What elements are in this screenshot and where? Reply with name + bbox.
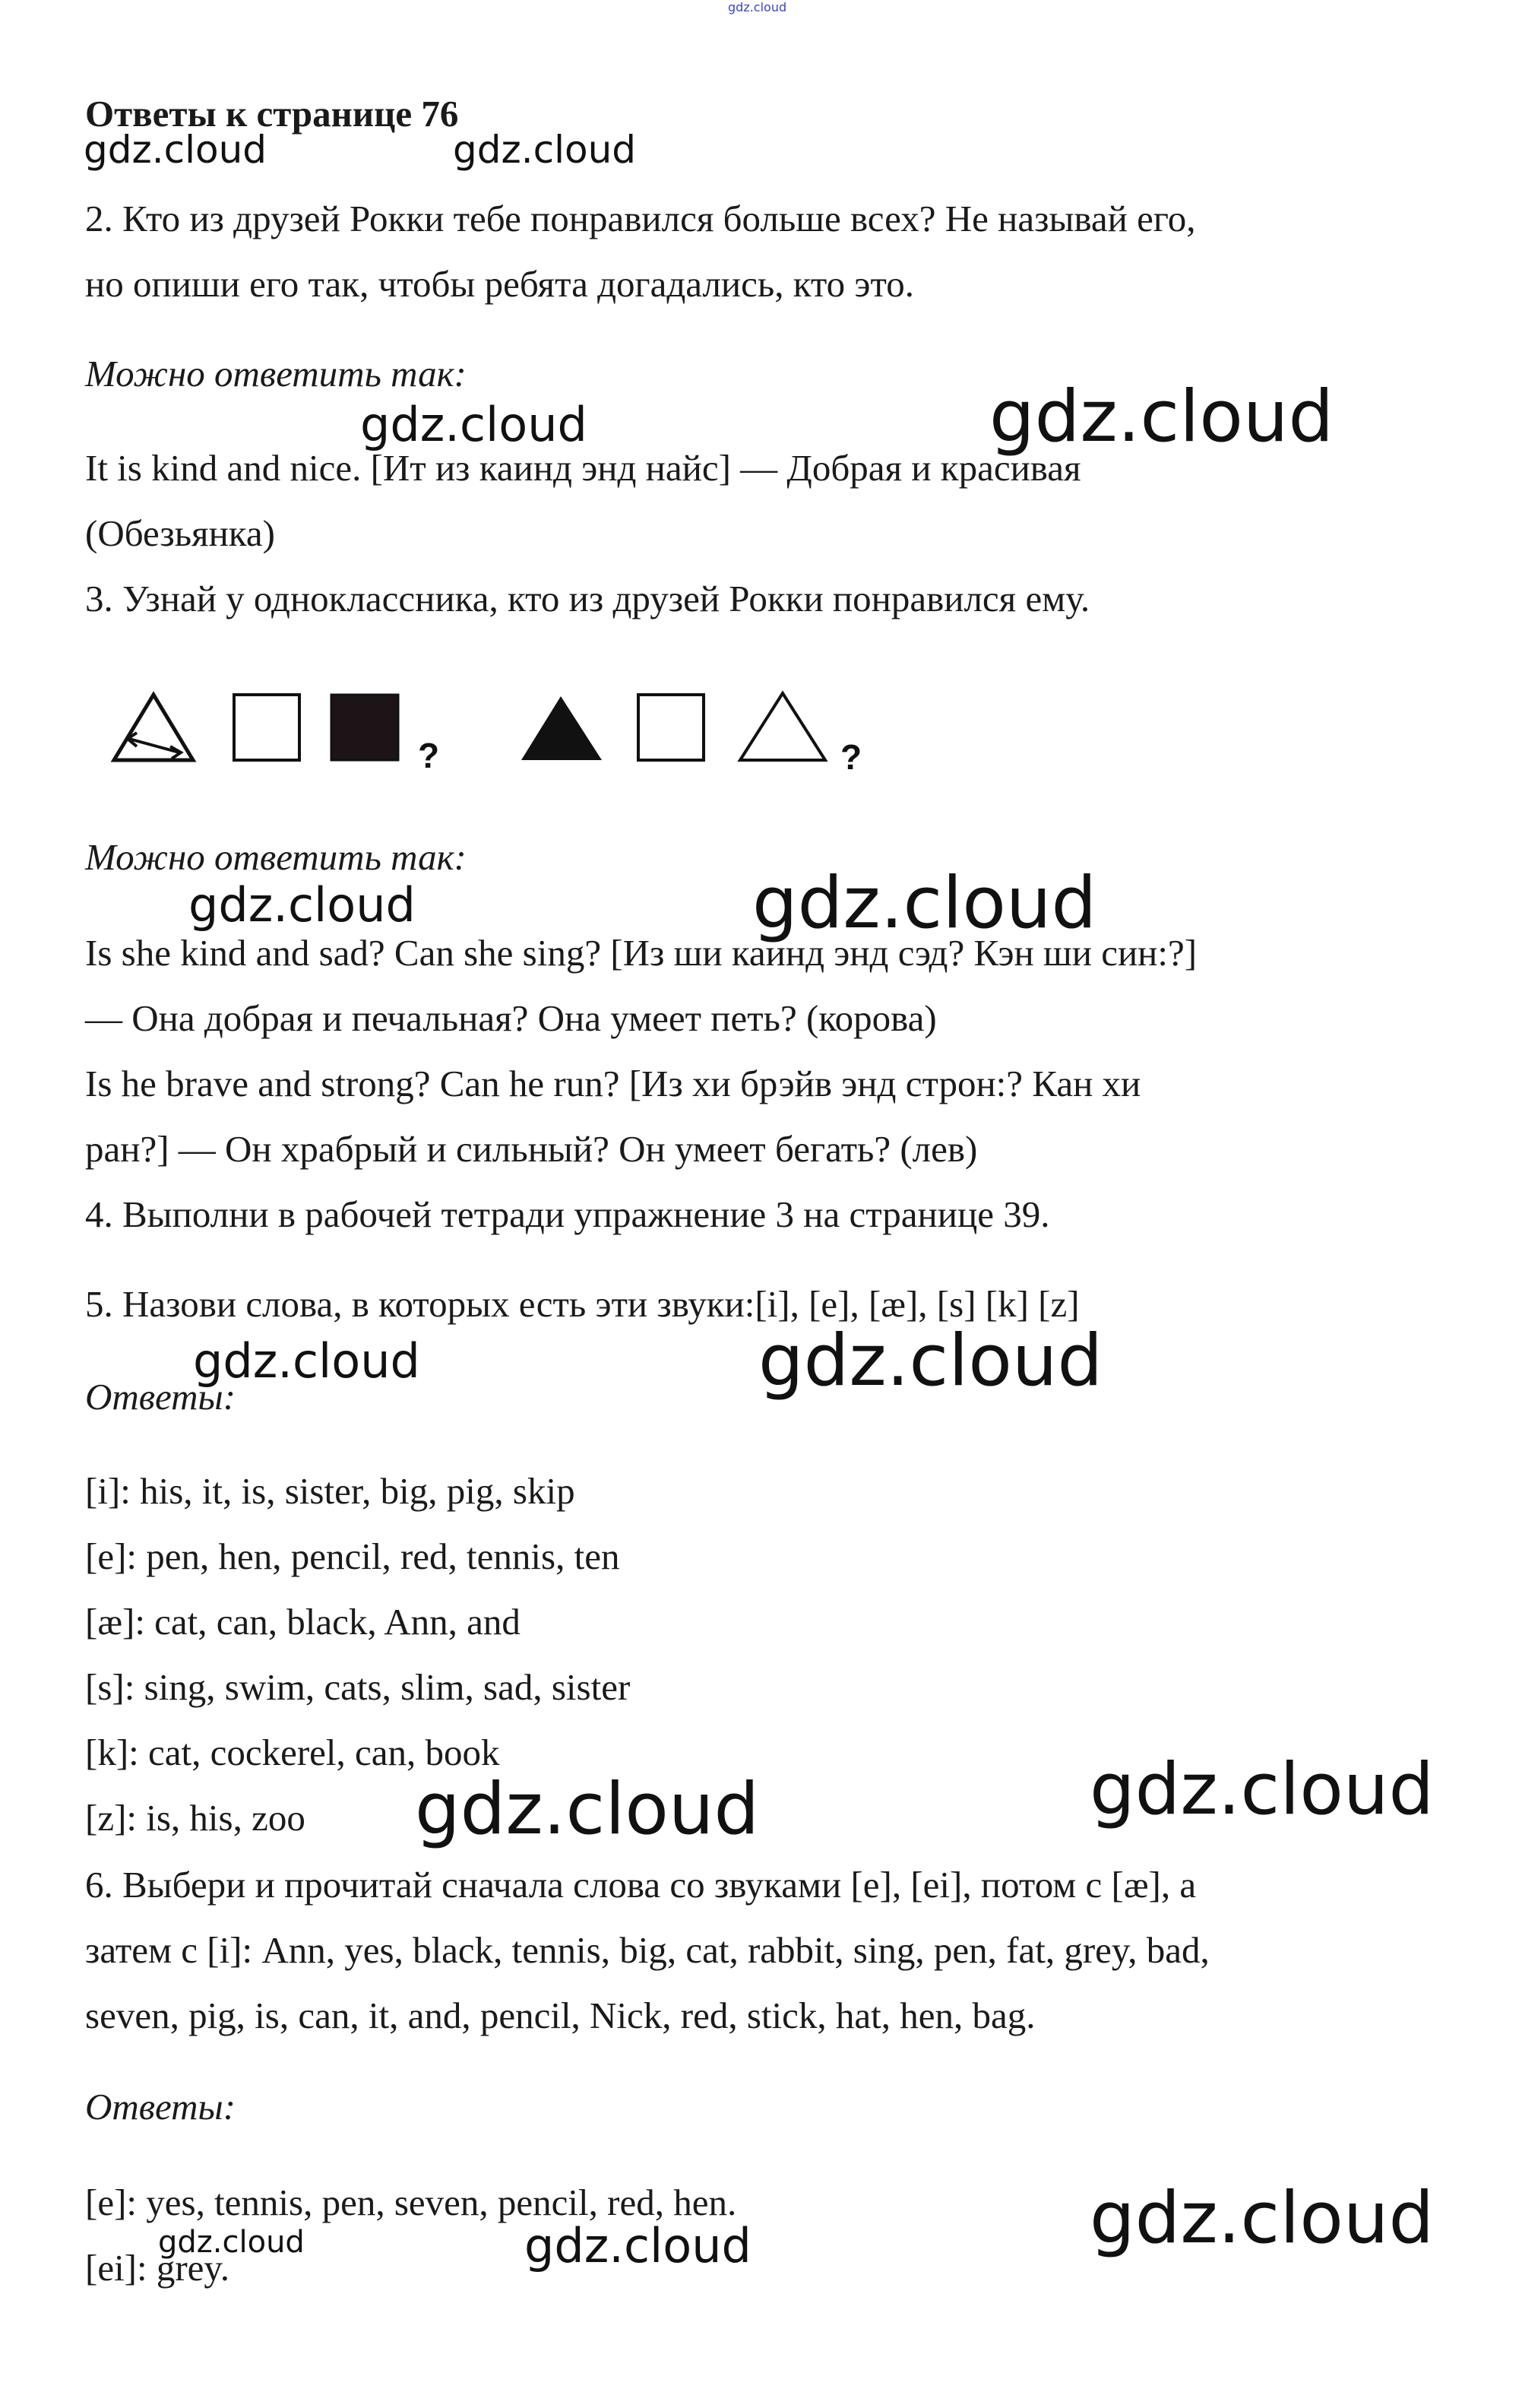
answer-6-ei: [ei]: grey.	[85, 2247, 229, 2289]
square-outline	[638, 695, 704, 760]
watermark: gdz.cloud	[1090, 1748, 1435, 1831]
question-4-line-1: 4. Выполни в рабочей тетради упражнение 3 на странице 39.	[85, 1193, 1050, 1235]
question-6-line-1: 6. Выбери и прочитай сначала слова со звуками [e], [ei], потом с [æ], а	[85, 1864, 1197, 1906]
shapes-figure	[106, 684, 889, 775]
question-mark: ?	[418, 736, 440, 775]
answer-5-s: [s]: sing, swim, cats, slim, sad, sister	[85, 1666, 631, 1708]
square-filled	[331, 695, 398, 760]
answer-5-z: [z]: is, his, zoo	[85, 1797, 305, 1839]
answer-5-e: [e]: pen, hen, pencil, red, tennis, ten	[85, 1535, 620, 1577]
watermark: gdz.cloud	[415, 1768, 760, 1851]
answer-3-line-3: Is he brave and strong? Can he run? [Из хи брэйв энд строн:? Кан хи	[85, 1063, 1141, 1104]
answer-3-line-4: ран?] — Он храбрый и сильный? Он умеет бегать? (лев)	[85, 1128, 978, 1170]
top-watermark: gdz.cloud	[728, 0, 787, 14]
watermark: gdz.cloud	[193, 1333, 420, 1389]
question-6-line-3: seven, pig, is, can, it, and, pencil, Nick, red, stick, hat, hen, bag.	[85, 1995, 1036, 2036]
triangle-filled	[521, 696, 602, 760]
answer-intro: Можно ответить так:	[85, 836, 467, 878]
watermark: gdz.cloud	[453, 128, 637, 172]
square-outline	[234, 695, 299, 760]
answers-label: Ответы:	[85, 2086, 236, 2128]
question-5-line-1: 5. Назови слова, в которых есть эти звуки:[i], [e], [æ], [s] [k] [z]	[85, 1283, 1080, 1325]
watermark: gdz.cloud	[1090, 2177, 1435, 2260]
answer-3-line-1: Is she kind and sad? Can she sing? [Из ши каинд энд сэд? Кэн ши син:?]	[85, 932, 1198, 974]
watermark: gdz.cloud	[752, 862, 1097, 945]
answer-intro: Можно ответить так:	[85, 353, 467, 394]
triangle-outline-arrow	[114, 695, 193, 760]
watermark: gdz.cloud	[989, 375, 1334, 458]
answer-5-i: [i]: his, it, is, sister, big, pig, skip	[85, 1470, 575, 1512]
page-title: Ответы к странице 76	[85, 93, 459, 135]
question-6-line-2: затем с [i]: Ann, yes, black, tennis, big, cat, rabbit, sing, pen, fat, grey, bad,	[85, 1929, 1210, 1971]
answer-6-e: [e]: yes, tennis, pen, seven, pencil, red, hen.	[85, 2181, 737, 2223]
answer-2-line-1: It is kind and nice. [Ит из каинд энд найс] — Добрая и красивая	[85, 447, 1081, 489]
question-2-line-1: 2. Кто из друзей Рокки тебе понравился больше всех? Не называй его,	[85, 198, 1196, 239]
question-3-line-1: 3. Узнай у одноклассника, кто из друзей Рокки понравился ему.	[85, 578, 1090, 619]
answer-2-line-2: (Обезьянка)	[85, 512, 275, 554]
watermark: gdz.cloud	[158, 2225, 305, 2260]
watermark: gdz.cloud	[524, 2218, 752, 2273]
watermark: gdz.cloud	[84, 128, 267, 172]
question-2-line-2: но опиши его так, чтобы ребята догадались, кто это.	[85, 263, 914, 305]
watermark: gdz.cloud	[360, 397, 587, 452]
triangle-outline	[740, 693, 825, 760]
watermark: gdz.cloud	[188, 877, 416, 933]
watermark: gdz.cloud	[758, 1320, 1103, 1402]
answers-label: Ответы:	[85, 1376, 236, 1418]
answer-5-k: [k]: cat, cockerel, can, book	[85, 1732, 500, 1773]
answer-5-ae: [æ]: cat, can, black, Ann, and	[85, 1601, 521, 1643]
question-mark: ?	[840, 737, 862, 775]
answer-3-line-2: — Она добрая и печальная? Она умеет петь? (корова)	[85, 997, 937, 1039]
